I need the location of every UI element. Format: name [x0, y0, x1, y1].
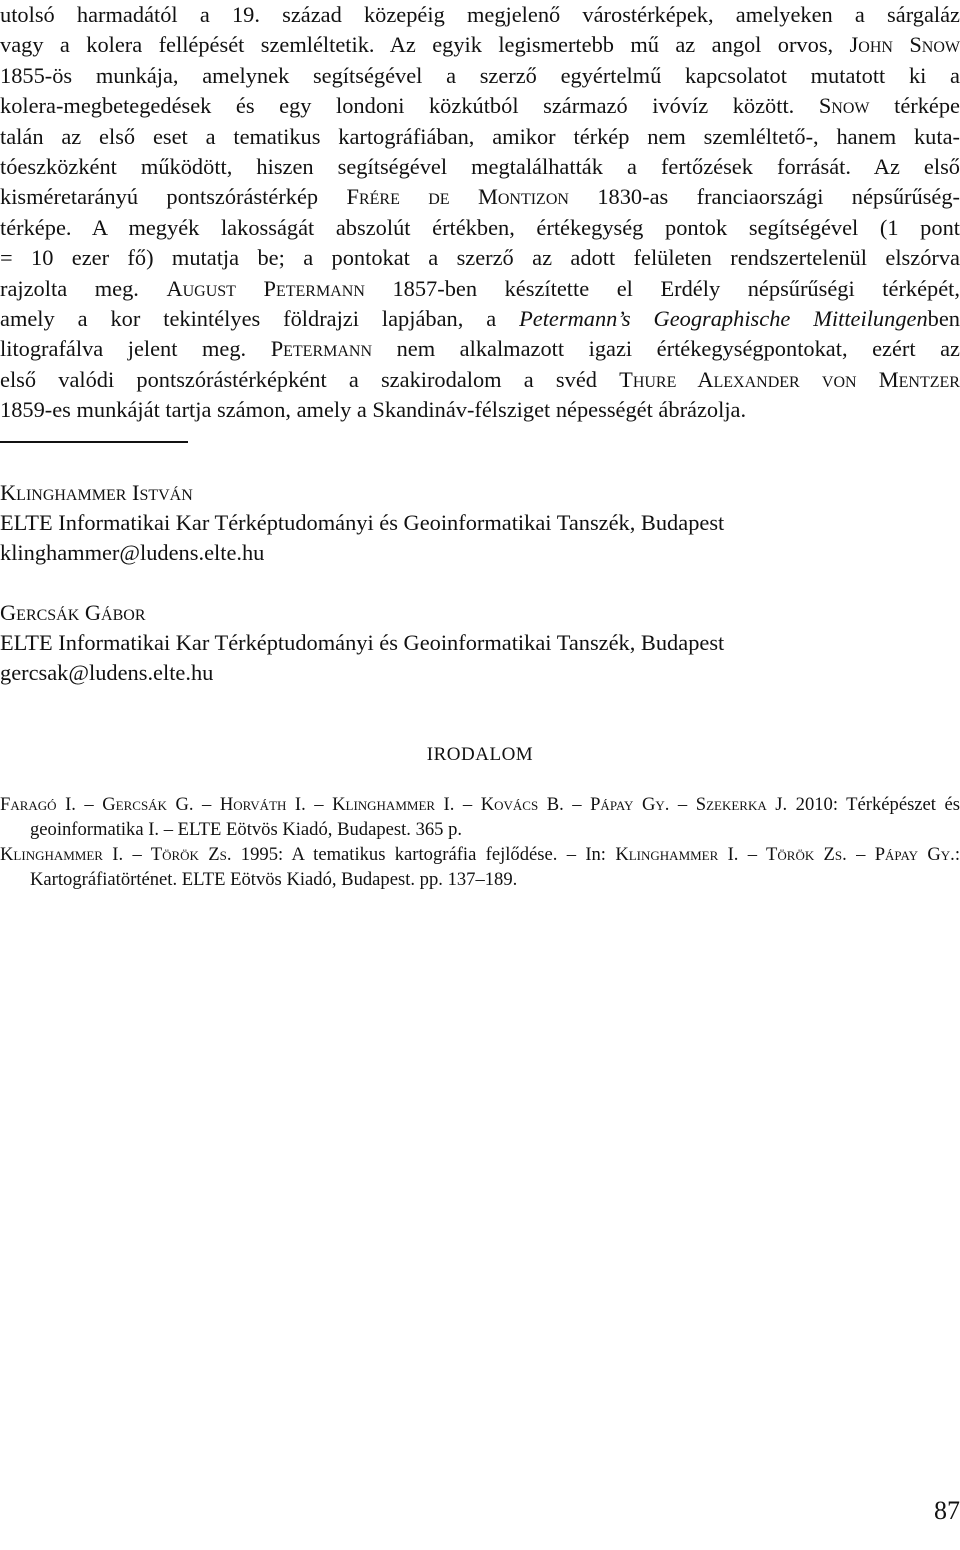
- author-affiliation: ELTE Informatikai Kar Térképtudományi és Geoinformatikai Tanszék, Budapest: [0, 510, 725, 535]
- text-segment: rajzolta meg.: [0, 275, 139, 301]
- text-segment: kolera-megbetegedések és egy londoni közkútból származó ivóvíz között.: [0, 93, 795, 119]
- page-number: 87: [934, 1496, 960, 1525]
- text-line: [0, 365, 960, 395]
- text-line: [0, 30, 960, 60]
- reference-item: [0, 792, 960, 842]
- author-email[interactable]: klinghammer@ludens.elte.hu: [0, 540, 265, 565]
- text-line: [0, 243, 960, 273]
- text-line: [0, 334, 960, 364]
- person-name: Frére de Montizon: [346, 184, 569, 210]
- author-email[interactable]: gercsak@ludens.elte.hu: [0, 660, 214, 685]
- text-line: [0, 213, 960, 243]
- author-separator-rule: [0, 441, 188, 443]
- text-segment: tóeszközként működött, hiszen segítségével megtalálhatták a fertőzések forrását. Az első: [0, 154, 960, 180]
- text-segment: vagy a kolera fellépését szemléltetik. Az egyik legismertebb mű az angol orvos,: [0, 32, 834, 58]
- text-segment: talán az első eset a tematikus kartográfiában, amikor térkép nem szemléltető-, hanem kuta-: [0, 123, 960, 149]
- text-segment: 1830-as franciaországi népsűrűség-: [597, 184, 960, 210]
- reference-authors: Faragó I. – Gercsák G. – Horváth I. – Klinghammer I. – Kovács B. – Pápay Gy. – Szekerka J.: [0, 794, 788, 815]
- text-segment: utolsó harmadától a 19. század közepéig megjelenő várostérképek, amelyeken a sárgaláz: [0, 2, 960, 27]
- person-name: John: [849, 32, 893, 58]
- text-segment: ben: [927, 306, 960, 332]
- person-name: August Petermann: [166, 275, 365, 301]
- text-segment: amely a kor tekintélyes földrajzi lapjában, a: [0, 306, 497, 332]
- person-name: Snow: [818, 93, 870, 119]
- person-name: Thure Alexander von Mentzer: [619, 366, 960, 392]
- reference-authors: Klinghammer I. – Török Zs.: [0, 844, 232, 865]
- text-line: [0, 122, 960, 152]
- author-block: [0, 478, 960, 568]
- text-line: [0, 0, 960, 30]
- references-heading: IRODALOM: [426, 744, 534, 765]
- text-line: [0, 304, 960, 334]
- text-segment: térképe: [894, 93, 960, 119]
- text-segment: litografálva jelent meg.: [0, 336, 247, 362]
- text-segment: 1855-ös munkája, amelynek segítségével a szerző egyértelmű kapcsolatot mutatott ki a: [0, 62, 960, 88]
- text-segment: 1857-ben készítette el Erdély népsűrűségi térképét,: [392, 275, 960, 301]
- person-name: Petermann: [270, 336, 373, 362]
- text-line: [0, 91, 960, 121]
- author-name: Gercsák Gábor: [0, 600, 146, 625]
- reference-details: : Kartográfiatörténet. ELTE Eötvös Kiadó, Budapest. pp. 137–189.: [30, 844, 960, 890]
- text-segment: nem alkalmazott igazi értékegységpontokat, ezért az: [396, 336, 960, 362]
- reference-editors: Klinghammer I. – Török Zs. – Pápay Gy.: [615, 844, 955, 865]
- text-segment: kisméretarányú pontszórástérkép: [0, 184, 319, 210]
- reference-details: 2010: Térképészet és geoinformatika I. – ELTE Eötvös Kiadó, Budapest. 365 p.: [30, 794, 960, 840]
- journal-title: Petermann’s Geographische Mitteilungen: [519, 306, 928, 332]
- author-block: [0, 598, 960, 688]
- text-line: [0, 395, 960, 425]
- text-segment: = 10 ezer fő) mutatja be; a pontokat a szerző az adott felületen rendszertelenül elszórva: [0, 245, 960, 271]
- text-segment: első valódi pontszórástérképként a szakirodalom a svéd: [0, 366, 597, 392]
- person-name: Snow: [909, 32, 960, 58]
- author-name: Klinghammer István: [0, 480, 193, 505]
- text-line: [0, 182, 960, 212]
- references-list: [0, 792, 960, 892]
- reference-item: [0, 842, 960, 892]
- text-line: [0, 152, 960, 182]
- text-line: [0, 61, 960, 91]
- reference-details: 1995: A tematikus kartográfia fejlődése. – In:: [240, 844, 606, 865]
- text-line: [0, 274, 960, 304]
- author-affiliation: ELTE Informatikai Kar Térképtudományi és Geoinformatikai Tanszék, Budapest: [0, 630, 725, 655]
- body-paragraph: [0, 0, 960, 426]
- text-segment: térképe. A megyék lakosságát abszolút értékben, értékegység pontok segítségével (1 pont: [0, 214, 960, 240]
- text-segment: 1859-es munkáját tartja számon, amely a Skandináv-félsziget népességét ábrázolja.: [0, 397, 747, 423]
